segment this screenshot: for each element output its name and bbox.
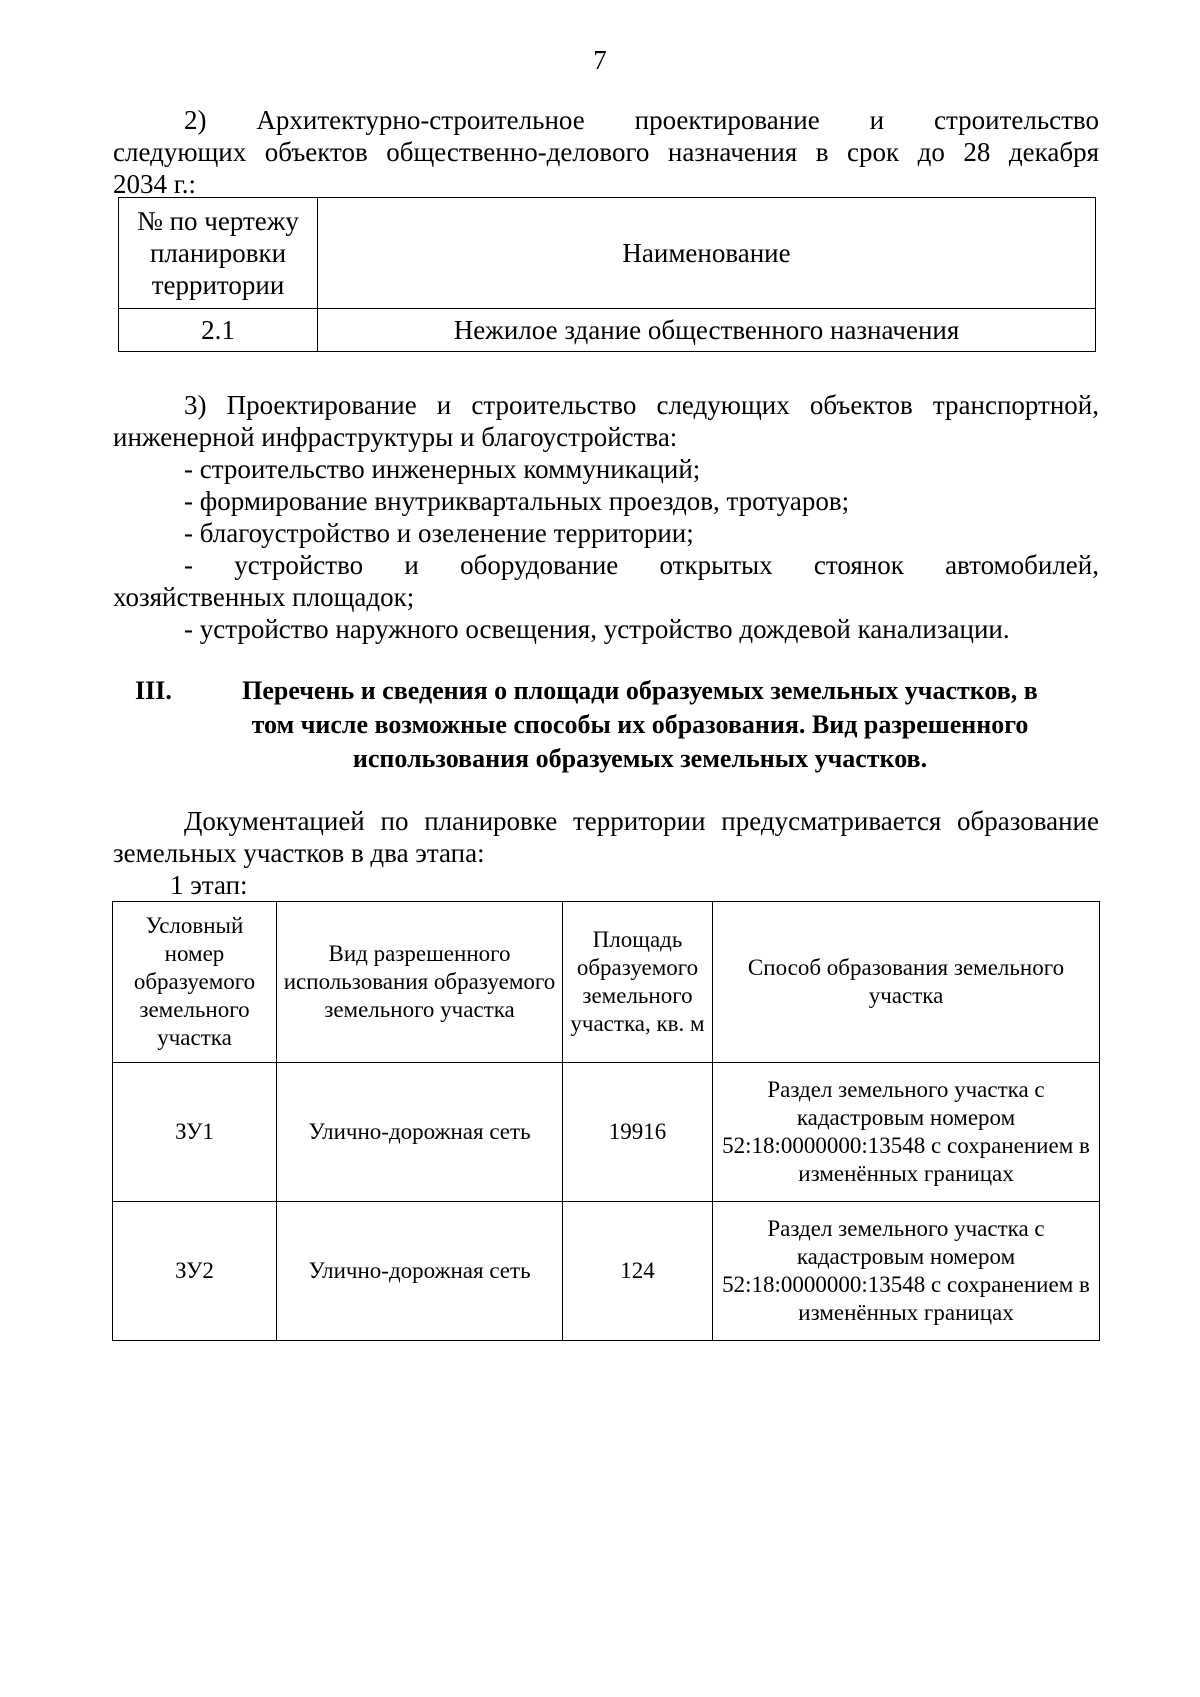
section-number: III.	[135, 676, 172, 705]
item2-line-2: следующих объектов общественно-делового назначения в срок до 28 декабря	[113, 137, 1099, 167]
section-title-line-2: том числе возможные способы их образования. Вид разрешенного	[251, 710, 1029, 739]
land-table-cell-method: Раздел земельного участка с кадастровым номером 52:18:0000000:13548 с сохранением в изменённых границах	[713, 1063, 1100, 1202]
objects-table-header-name: Наименование	[318, 198, 1096, 309]
item3-bullet-2: - формирование внутриквартальных проездов, тротуаров;	[184, 486, 850, 516]
section-title	[200, 674, 1080, 776]
land-table-cell-area: 124	[563, 1202, 713, 1341]
item3-bullet-1: - строительство инженерных коммуникаций;	[184, 454, 701, 484]
item2-line-3: 2034 г.:	[113, 169, 197, 199]
land-plots-table	[112, 901, 1100, 1341]
land-table-cell-area: 19916	[563, 1063, 713, 1202]
objects-table-cell-number: 2.1	[119, 309, 318, 352]
page-number: 7	[593, 45, 607, 75]
item3-line-1: 3) Проектирование и строительство следующих объектов транспортной,	[184, 390, 1099, 420]
item3-bullet-5: - устройство наружного освещения, устройство дождевой канализации.	[184, 614, 1010, 644]
land-table-header-id: Условный номер образуемого земельного участка	[113, 902, 277, 1063]
land-table-header-method: Способ образования земельного участка	[713, 902, 1100, 1063]
land-table-cell-use: Улично-дорожная сеть	[277, 1063, 563, 1202]
item2-line-1: 2) Архитектурно-строительное проектирование и строительство	[184, 105, 1099, 135]
intro-line-2: земельных участков в два этапа:	[113, 838, 485, 868]
item3-line-2: инженерной инфраструктуры и благоустройства:	[113, 422, 678, 452]
stage-label: 1 этап:	[170, 870, 248, 900]
section-title-line-1: Перечень и сведения о площади образуемых земельных участков, в	[242, 676, 1038, 705]
objects-table	[118, 197, 1096, 352]
section-title-line-3: использования образуемых земельных участков.	[352, 744, 928, 773]
land-table-header-area: Площадь образуемого земельного участка, кв. м	[563, 902, 713, 1063]
objects-table-header-number: № по чертежу планировки территории	[119, 198, 318, 309]
table-row	[119, 309, 1096, 352]
table-row	[113, 1063, 1100, 1202]
objects-table-cell-name: Нежилое здание общественного назначения	[318, 309, 1096, 352]
table-row	[113, 1202, 1100, 1341]
land-table-cell-id: ЗУ2	[113, 1202, 277, 1341]
item3-bullet-3: - благоустройство и озеленение территории;	[184, 518, 694, 548]
item3-bullet-4: - устройство и оборудование открытых стоянок автомобилей,	[184, 550, 1099, 580]
land-table-cell-use: Улично-дорожная сеть	[277, 1202, 563, 1341]
land-table-cell-method: Раздел земельного участка с кадастровым номером 52:18:0000000:13548 с сохранением в изменённых границах	[713, 1202, 1100, 1341]
land-table-cell-id: ЗУ1	[113, 1063, 277, 1202]
item3-bullet-4-cont: хозяйственных площадок;	[113, 582, 415, 612]
intro-line-1: Документацией по планировке территории предусматривается образование	[184, 806, 1099, 836]
land-table-header-use: Вид разрешенного использования образуемого земельного участка	[277, 902, 563, 1063]
